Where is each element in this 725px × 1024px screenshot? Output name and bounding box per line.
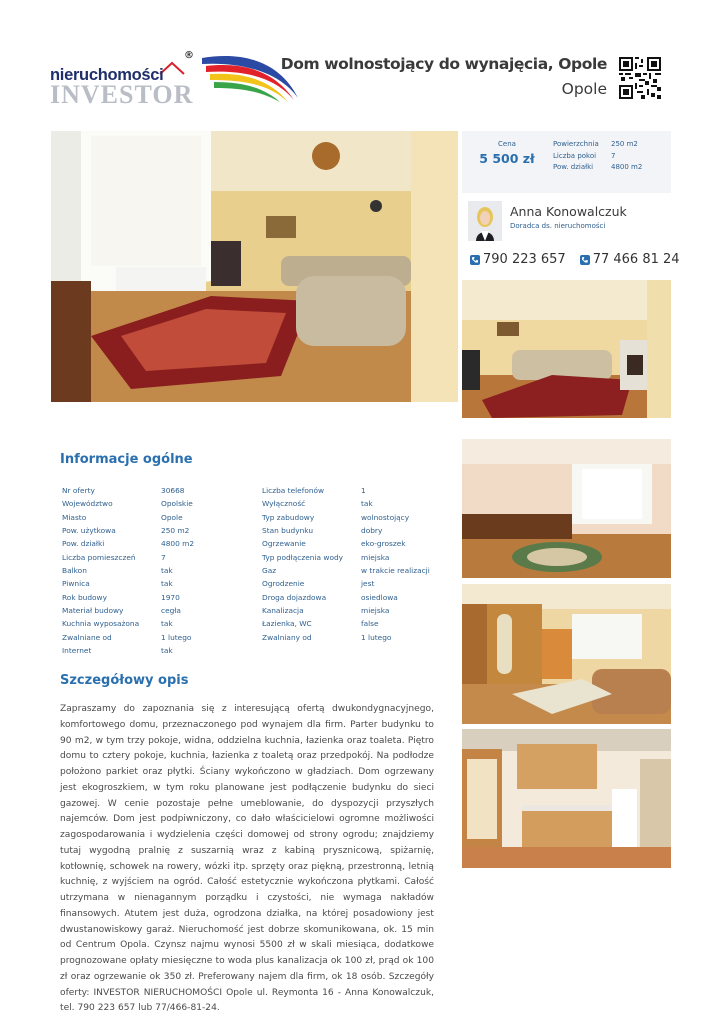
info-label: Typ zabudowy — [262, 512, 315, 522]
info-row — [262, 631, 430, 644]
info-row — [262, 577, 430, 590]
info-row — [262, 537, 430, 550]
photo-living-room-fireplace[interactable] — [462, 280, 671, 418]
info-value: tak — [361, 499, 373, 509]
info-label: Miasto — [62, 512, 87, 522]
info-label: Pow. użytkowa — [62, 526, 116, 536]
general-info-left-column — [62, 484, 194, 657]
logo-text-top: nieruchomości — [50, 66, 164, 84]
key-fact-value: 4800 m2 — [611, 163, 643, 171]
info-label: Piwnica — [62, 579, 90, 589]
info-label: Pow. działki — [62, 539, 105, 549]
info-value: 7 — [161, 552, 166, 562]
info-row — [62, 551, 194, 564]
info-value: w trakcie realizacji — [361, 566, 430, 576]
info-value: eko-groszek — [361, 539, 406, 549]
info-label: Zwalniane od — [62, 632, 112, 642]
general-info-heading: Informacje ogólne — [60, 452, 193, 467]
registered-mark: ® — [184, 50, 194, 61]
info-row — [62, 644, 194, 657]
key-fact-row — [553, 162, 642, 174]
info-row — [62, 604, 194, 617]
info-row — [262, 617, 430, 630]
phone-number: 790 223 657 — [483, 252, 566, 267]
general-info-right-column — [262, 484, 430, 644]
main-photo-living-room[interactable] — [51, 131, 458, 402]
key-fact-label: Pow. działki — [553, 163, 594, 171]
info-row — [62, 524, 194, 537]
info-value: 1 lutego — [361, 632, 392, 642]
info-row — [262, 497, 430, 510]
key-facts — [553, 139, 642, 174]
agent-phones — [470, 252, 680, 267]
info-label: Ogrzewanie — [262, 539, 306, 549]
info-value: jest — [361, 579, 375, 589]
company-logo[interactable] — [50, 52, 260, 114]
info-label: Stan budynku — [262, 526, 314, 536]
info-label: Rok budowy — [62, 592, 107, 602]
info-label: Gaz — [262, 566, 277, 576]
info-value: 1 lutego — [161, 632, 192, 642]
info-row — [262, 564, 430, 577]
info-value: miejska — [361, 552, 390, 562]
info-value: 250 m2 — [161, 526, 190, 536]
agent-role: Doradca ds. nieruchomości — [510, 222, 606, 230]
info-value: miejska — [361, 606, 390, 616]
info-label: Balkon — [62, 566, 87, 576]
listing-city: Opole — [561, 80, 607, 98]
photo-kitchen[interactable] — [462, 729, 671, 868]
logo-text-bottom: INVESTOR — [50, 80, 194, 109]
key-fact-row — [553, 139, 642, 151]
info-label: Kanalizacja — [262, 606, 304, 616]
info-value: Opolskie — [161, 499, 193, 509]
info-value: 4800 m2 — [161, 539, 195, 549]
info-label: Kuchnia wyposażona — [62, 619, 140, 629]
info-value: Opole — [161, 512, 183, 522]
info-value: tak — [161, 619, 173, 629]
info-label: Materiał budowy — [62, 606, 124, 616]
agent-name: Anna Konowalczuk — [510, 204, 627, 219]
info-value: tak — [161, 579, 173, 589]
info-value: osiedlowa — [361, 592, 398, 602]
key-fact-value: 250 m2 — [611, 140, 638, 148]
info-value: 1970 — [161, 592, 180, 602]
key-fact-label: Liczba pokoi — [553, 151, 597, 160]
info-row — [62, 511, 194, 524]
info-value: tak — [161, 646, 173, 656]
price-value: 5 500 zł — [479, 151, 535, 166]
phone-link[interactable] — [470, 252, 566, 267]
info-label: Łazienka, WC — [262, 619, 312, 629]
info-label: Nr oferty — [62, 486, 95, 495]
info-row — [62, 577, 194, 590]
description-text: Zapraszamy do zapoznania się z interesującą ofertą dwukondygnacyjnego, komfortowego domu, przeznaczonego pod wynajem dla firm. Parter budynku to 90 m2, w tym trzy pokoje, widna, oddzielna kuchnia, łazienka oraz toaleta. Piętro domu to cztery pokoje, kuchnia, łazienka z toaletą oraz przedpokój. Na podłodze położono parkiet oraz płytki. Ściany wykończono w gładziach. Dom ogrzewany jest ekogroszkiem, w tym roku planowane jest podłączenie budynku do sieci gazowej. W cenie pozostaje pełne umeblowanie, do dyspozycji przyszłych najemców. Dom jest podpiwniczony, co dało właścicielowi ogromne możliwości zagospodarowania i wydzielenia części domowej od strony ogrodu; znajdziemy tutaj wygodną pralnię z suszarnią wraz z kabiną prysznicową, spiżarnię, kotłownię, schowek na rowery, wózki itp. sprzęty oraz piękną, przestronną, letnią kuchnię, z wyjściem na ogród. Całość estetycznie wykończona płytkami. Całość utrzymana w nienagannym porządku i czystości, nie wymaga nakładów finansowych. Atutem jest duża, ogrodzona działka, na której posadowiony jest dwustanowiskowy garaż. Nieruchomość jest dobrze skomunikowana, ok. 15 min od Centrum Opola. Czynsz najmu wynosi 5500 zł w skali miesiąca, dodatkowe prognozowane opłaty miesięczne to woda plus kanalizacja ok 100 zł, prąd ok 100 zł oraz ogrzewanie ok 350 zł. Preferowany najem dla firm, ok 18 osób. Szczegóły oferty: INVESTOR NIERUCHOMOŚCI Opole ul. Reymonta 16 - Anna Konowalczuk, tel. 790 223 657 lub 77/466-81-24. — [60, 704, 434, 1014]
info-value: 1 — [361, 486, 366, 495]
info-row — [62, 537, 194, 550]
info-value: wolnostojący — [361, 512, 410, 522]
info-label: Zwalniany od — [262, 632, 312, 642]
phone-link[interactable] — [580, 252, 680, 267]
info-row — [262, 511, 430, 524]
info-label: Województwo — [62, 499, 113, 509]
info-row — [62, 631, 194, 644]
phone-number: 77 466 81 24 — [592, 252, 680, 267]
info-value: tak — [161, 566, 173, 576]
info-row — [262, 591, 430, 604]
phone-icon — [580, 255, 590, 265]
info-label: Liczba pomieszczeń — [62, 552, 136, 562]
info-label: Droga dojazdowa — [262, 592, 327, 602]
info-row — [62, 617, 194, 630]
price-label: Cena — [498, 140, 516, 148]
info-label: Ogrodzenie — [262, 579, 305, 589]
info-label: Wyłączność — [262, 499, 306, 509]
key-fact-row — [553, 151, 642, 163]
description-heading: Szczegółowy opis — [60, 673, 189, 688]
listing-header — [281, 55, 607, 98]
photo-bedroom[interactable] — [462, 439, 671, 578]
listing-title: Dom wolnostojący do wynajęcia, Opole — [280, 55, 607, 73]
photo-living-room-wardrobe[interactable] — [462, 584, 671, 724]
info-value: false — [361, 619, 379, 629]
info-label: Liczba telefonów — [262, 486, 325, 495]
info-label: Typ podłączenia wody — [262, 552, 344, 562]
info-row — [262, 604, 430, 617]
info-row — [62, 564, 194, 577]
price-box — [462, 131, 671, 193]
info-row — [62, 484, 194, 497]
agent-avatar — [468, 201, 502, 241]
info-value: 30668 — [161, 486, 185, 495]
info-row — [62, 497, 194, 510]
info-label: Internet — [62, 646, 92, 656]
qr-code-icon[interactable] — [619, 57, 661, 99]
info-row — [262, 484, 430, 497]
info-value: cegła — [161, 606, 181, 616]
key-fact-label: Powierzchnia — [553, 140, 599, 148]
phone-icon — [470, 255, 480, 265]
info-row — [62, 591, 194, 604]
key-fact-value: 7 — [611, 151, 616, 160]
info-value: dobry — [361, 526, 383, 536]
info-row — [262, 551, 430, 564]
info-row — [262, 524, 430, 537]
